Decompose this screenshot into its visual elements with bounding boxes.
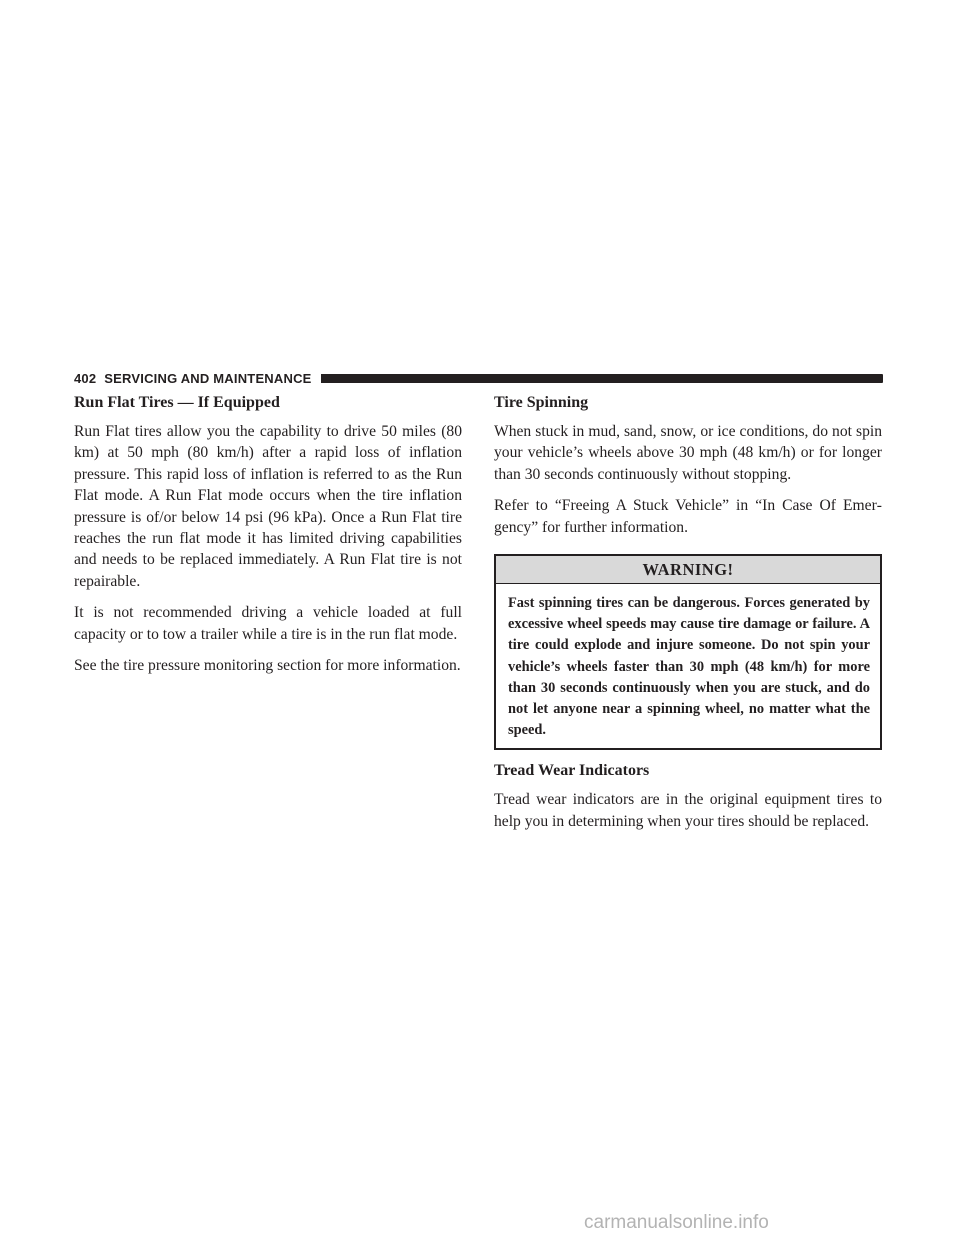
page-number: 402 [74,370,97,386]
watermark: carmanualsonline.info [584,1212,769,1233]
left-column [74,392,462,686]
header-rule [321,374,883,383]
tire-spinning-paragraph-2: Refer to “Freeing A Stuck Vehicle” in “In Case Of Emergency” for further information. [494,497,882,536]
warning-body: Fast spinning tires can be dangerous. Forces generated by excessive wheel speeds may cause tire damage or failure. A tire could explode and injure someone. Do not spin your vehicle’s wheels faster than 30 mph (48 km/h) for more than 30 seconds continuously when you are stuck, and do not let anyone near a spinning wheel, no matter what the speed. [508,595,870,739]
section-title: SERVICING AND MAINTENANCE [104,370,312,386]
right-column [494,392,882,842]
warning-title: WARNING! [496,556,880,584]
tire-spinning-paragraph-1: When stuck in mud, sand, snow, or ice conditions, do not spin your vehicle’s wheels above 30 mph (48 km/h) or for longer than 30 seconds continuously without stopping. [494,423,882,483]
page-header [74,368,883,388]
tire-spinning-heading: Tire Spinning [494,394,589,411]
run-flat-paragraph-3: See the tire pressure monitoring section for more information. [74,657,461,675]
run-flat-paragraph-2: It is not recommended driving a vehicle loaded at full capacity or to tow a trailer while a tire is in the run flat mode. [74,604,462,643]
tread-wear-paragraph: Tread wear indicators are in the original equipment tires to help you in determining when your tires should be replaced. [494,791,882,830]
run-flat-heading: Run Flat Tires — If Equipped [74,394,280,411]
run-flat-paragraph-1: Run Flat tires allow you the capability to drive 50 miles (80 km) at 50 mph (80 km/h) after a rapid loss of inflation pressure. This rapid loss of inflation is referred to as the Run Flat mode. A Run Flat mode occurs when the tire inflation pressure is of/or below 14 psi (96 kPa). Once a Run Flat tire reaches the run flat mode it has limited driving capabilities and needs to be replaced immediately. A Run Flat tire is not repairable. [74,423,462,590]
tread-wear-heading: Tread Wear Indicators [494,762,650,780]
warning-box [494,554,882,750]
